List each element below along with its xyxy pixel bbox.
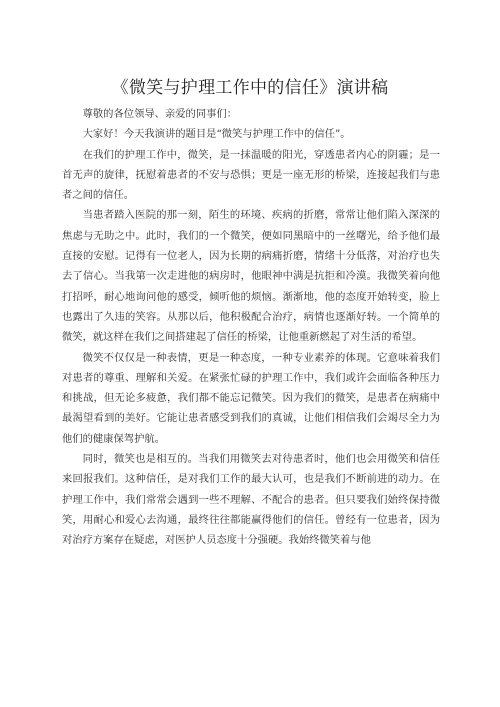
body-paragraph: 微笑不仅仅是一种表情，更是一种态度，一种专业素养的体现。它意味着我们对患者的尊重、理解和关爱。在紧张忙碌的护理工作中，我们或许会面临各种压力和挑战，但无论多疲惫，我们都不能忘记微笑。因为我们的微笑，是患者在病痛中最渴望看到的美好。它能让患者感受到我们的真诚，让他们相信我们会竭尽全力为他们的健康保驾护航。 xyxy=(62,351,440,445)
body-paragraph: 同时，微笑也是相互的。当我们用微笑去对待患者时，他们也会用微笑和信任来回报我们。这种信任，是对我们工作的最大认可，也是我们不断前进的动力。在护理工作中，我们常常会遇到一些不理解、不配合的患者。但只要我们始终保持微笑，用耐心和爱心去沟通，最终往往都能赢得他们的信任。曾经有一位患者，因为对治疗方案存在疑虑，对医护人员态度十分强硬。我始终微笑着与他 xyxy=(62,453,440,547)
body-paragraph: 当患者踏入医院的那一刻，陌生的环境、疾病的折磨，常常让他们陷入深深的焦虑与无助之中。此时，我们的一个微笑，便如同黑暗中的一丝曙光，给予他们最直接的安慰。记得有一位老人，因为长期的病痛折磨，情绪十分低落，对治疗也失去了信心。当我第一次走进他的病房时，他眼神中满是抗拒和冷漠。我微笑着向他打招呼，耐心地询问他的感受，倾听他的烦恼。渐渐地，他的态度开始转变，脸上也露出了久违的笑容。从那以后，他积极配合治疗，病情也逐渐好转。一个简单的微笑，就这样在我们之间搭建起了信任的桥梁，让他重新燃起了对生活的希望。 xyxy=(62,209,440,344)
body-paragraph: 在我们的护理工作中，微笑，是一抹温暖的阳光，穿透患者内心的阴霾；是一首无声的旋律，抚慰着患者的不安与恐惧；更是一座无形的桥梁，连接起我们与患者之间的信任。 xyxy=(62,148,440,202)
document-body xyxy=(62,104,440,551)
greeting-paragraph: 大家好！今天我演讲的题目是“微笑与护理工作中的信任”。 xyxy=(82,128,351,141)
document-title: 《微笑与护理工作中的信任》演讲稿 xyxy=(111,78,389,99)
salutation-paragraph: 尊敬的各位领导、亲爱的同事们： xyxy=(82,108,238,120)
